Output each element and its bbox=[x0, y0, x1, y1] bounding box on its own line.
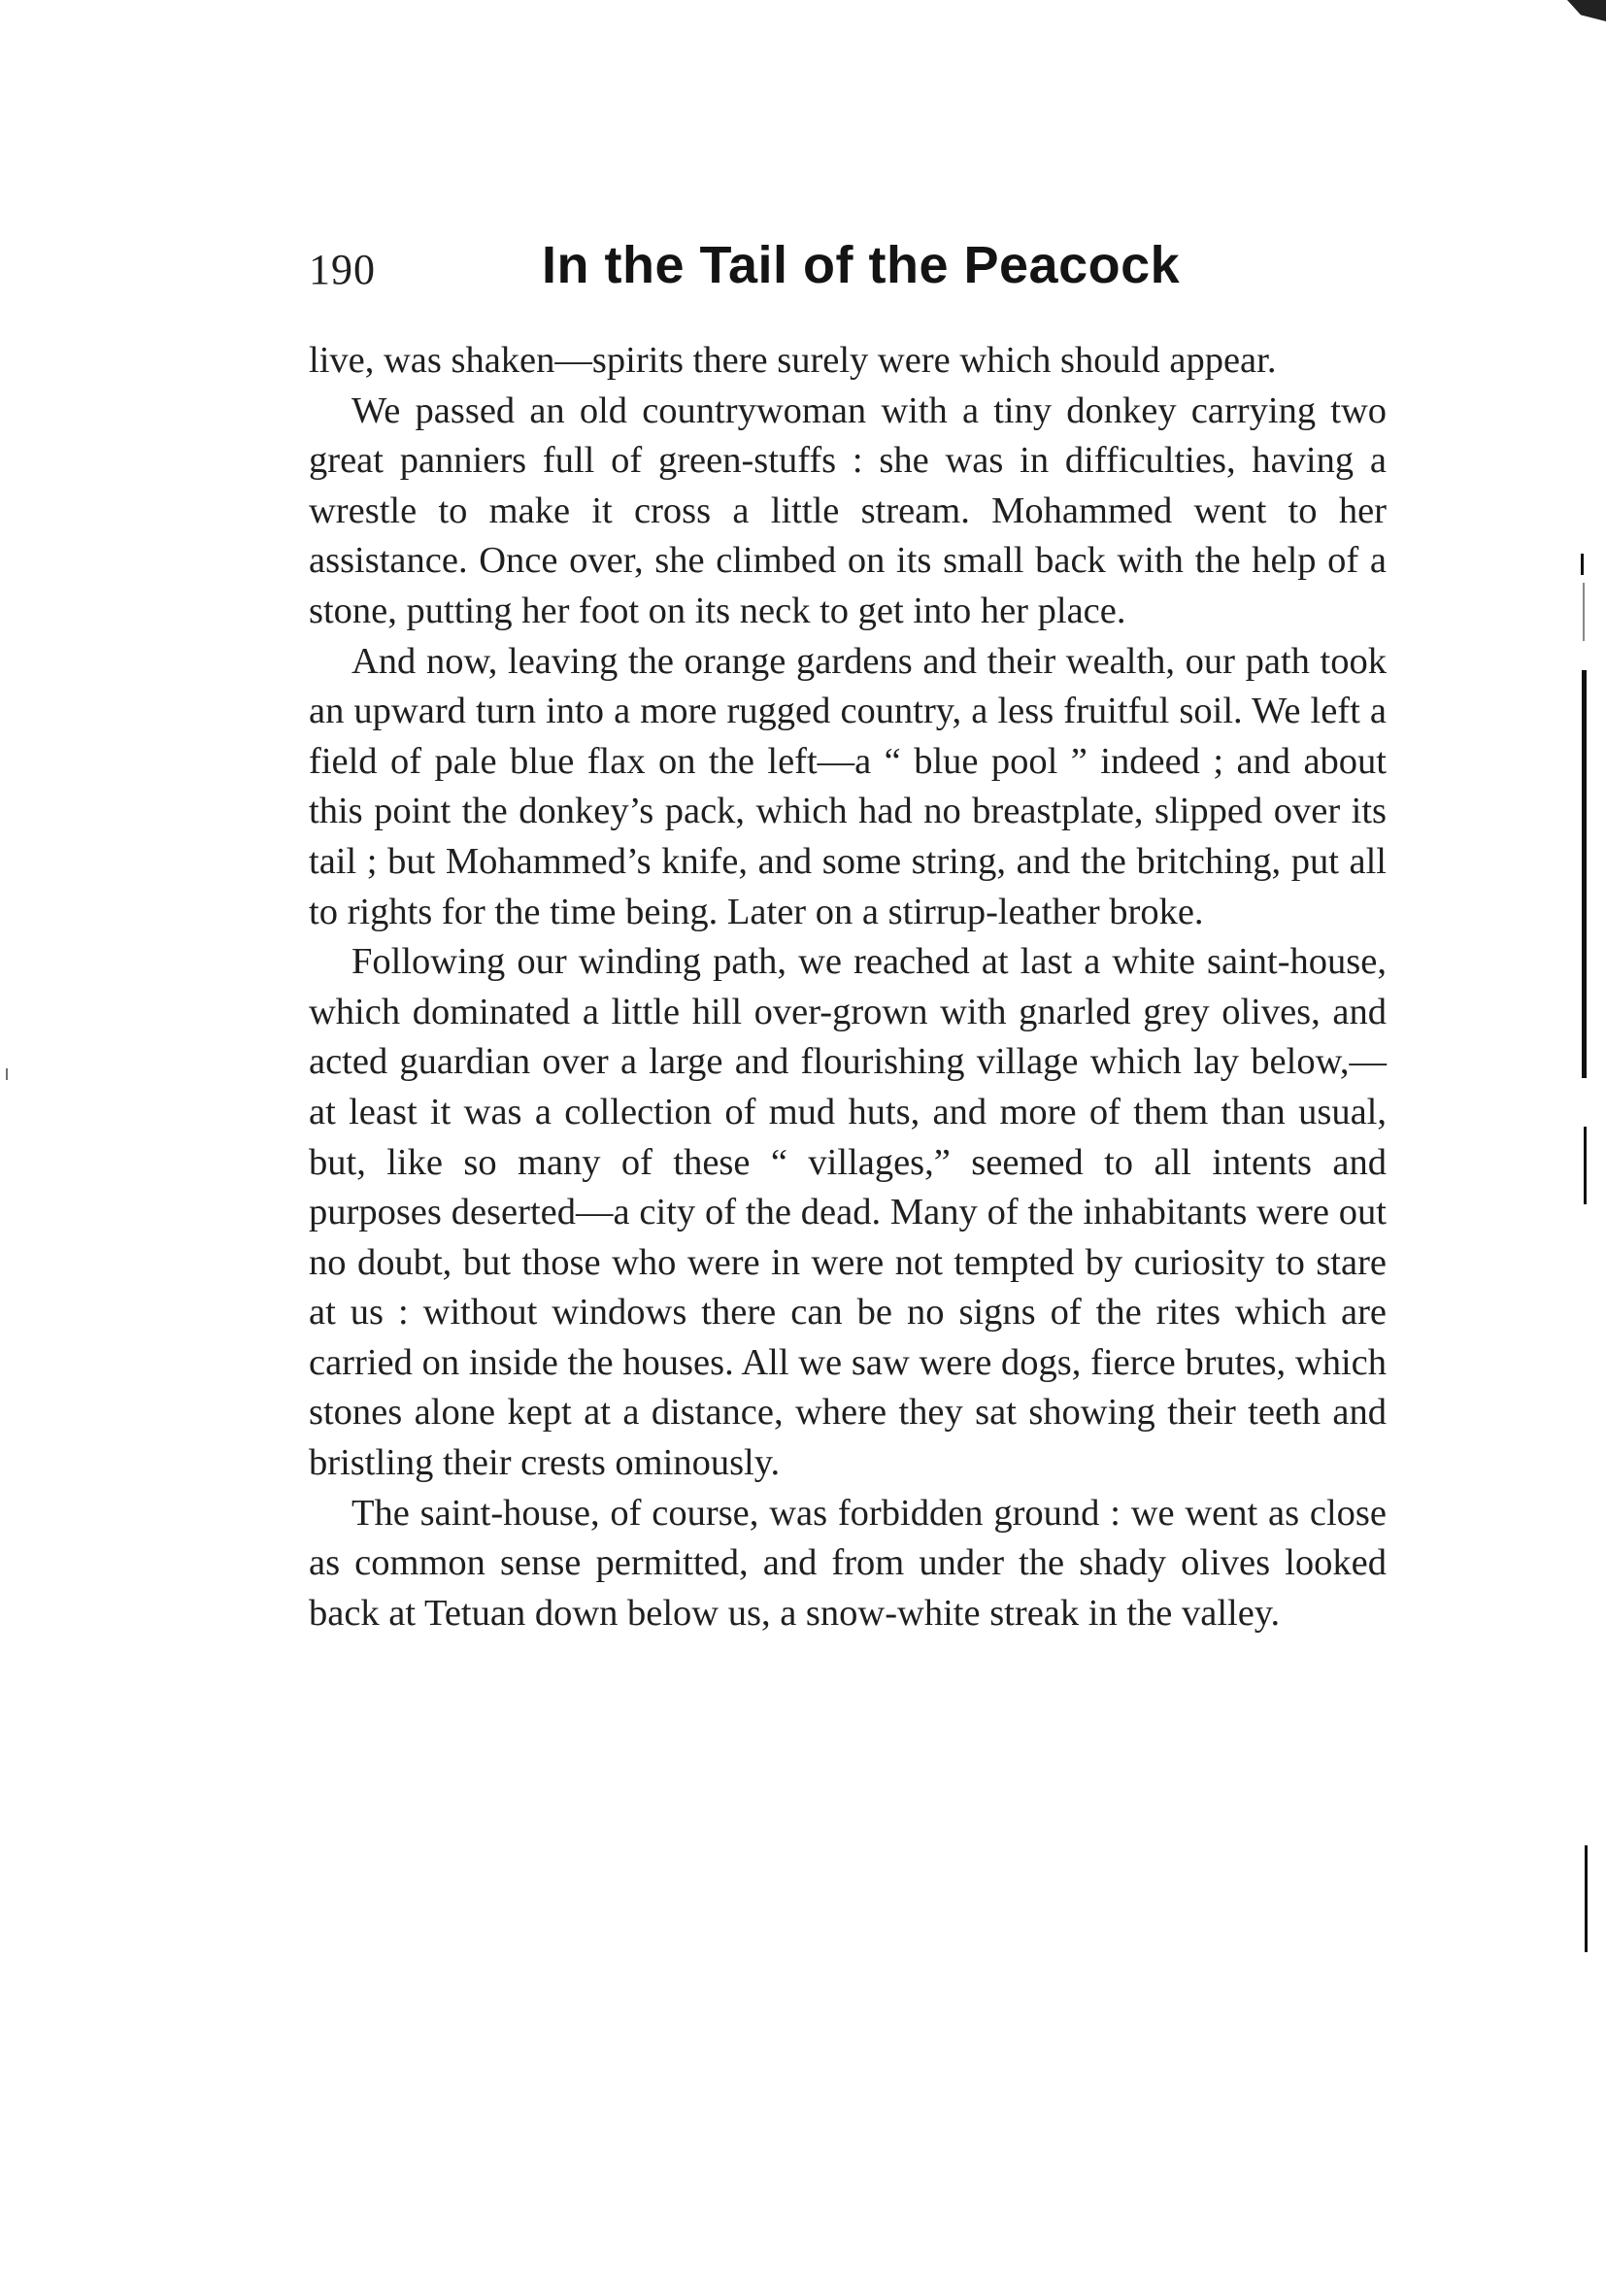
page-header bbox=[309, 235, 1387, 303]
paragraph-continued: live, was shaken—spirits there surely were which should appear. bbox=[309, 340, 1277, 381]
scan-corner-mark bbox=[1567, 0, 1606, 21]
paragraph: The saint-house, of course, was forbidden ground : we went as close as common sense permitted, and from under the shady olives looked back at Tetuan down below us, a snow-white streak in the valley. bbox=[309, 1492, 1387, 1634]
scan-artifact-line bbox=[1585, 1845, 1588, 1952]
scan-artifact-line bbox=[1584, 1127, 1587, 1204]
scan-artifact-line bbox=[1581, 554, 1584, 575]
scan-artifact-dot bbox=[6, 1068, 8, 1080]
scan-artifact-line bbox=[1583, 583, 1585, 641]
scan-artifact-line bbox=[1582, 670, 1587, 1078]
paragraph: And now, leaving the orange gardens and their wealth, our path took an upward turn into a more rugged country, a less fruitful soil. We left a field of pale blue flax on the left—a “ blue pool ” indeed ; and about this point the donkey’s pack, which had no breastplate, slipped over its tail ; but Mohammed’s knife, and some string, and the britching, put all to rights for the time being. Later on a stirrup-leather broke. bbox=[309, 640, 1387, 932]
running-title: In the Tail of the Peacock bbox=[542, 236, 1181, 294]
page-number: 190 bbox=[309, 246, 376, 293]
paragraph: Following our winding path, we reached at last a white saint-house, which dominated a little hill over-grown with gnarled grey olives, and acted guardian over a large and flourishing village which lay below,—at least it was a collection of mud huts, and more of them than usual, but, like so many of these “ villages,” seemed to all intents and purposes deserted—a city of the dead. Many of the inhabitants were out no doubt, but those who were in were not tempted by curiosity to stare at us : without windows there can be no signs of the rites which are carried on inside the houses. All we saw were dogs, fierce brutes, which stones alone kept at a distance, where they sat showing their teeth and bristling their crests ominously. bbox=[309, 941, 1387, 1484]
paragraph: We passed an old countrywoman with a tiny donkey carrying two great panniers full of green-stuffs : she was in difficulties, having a wrestle to make it cross a little stream. Mohammed went to her assistance. Once over, she climbed on its small back with the help of a stone, putting her foot on its neck to get into her place. bbox=[309, 389, 1387, 631]
body-text bbox=[309, 336, 1387, 1638]
